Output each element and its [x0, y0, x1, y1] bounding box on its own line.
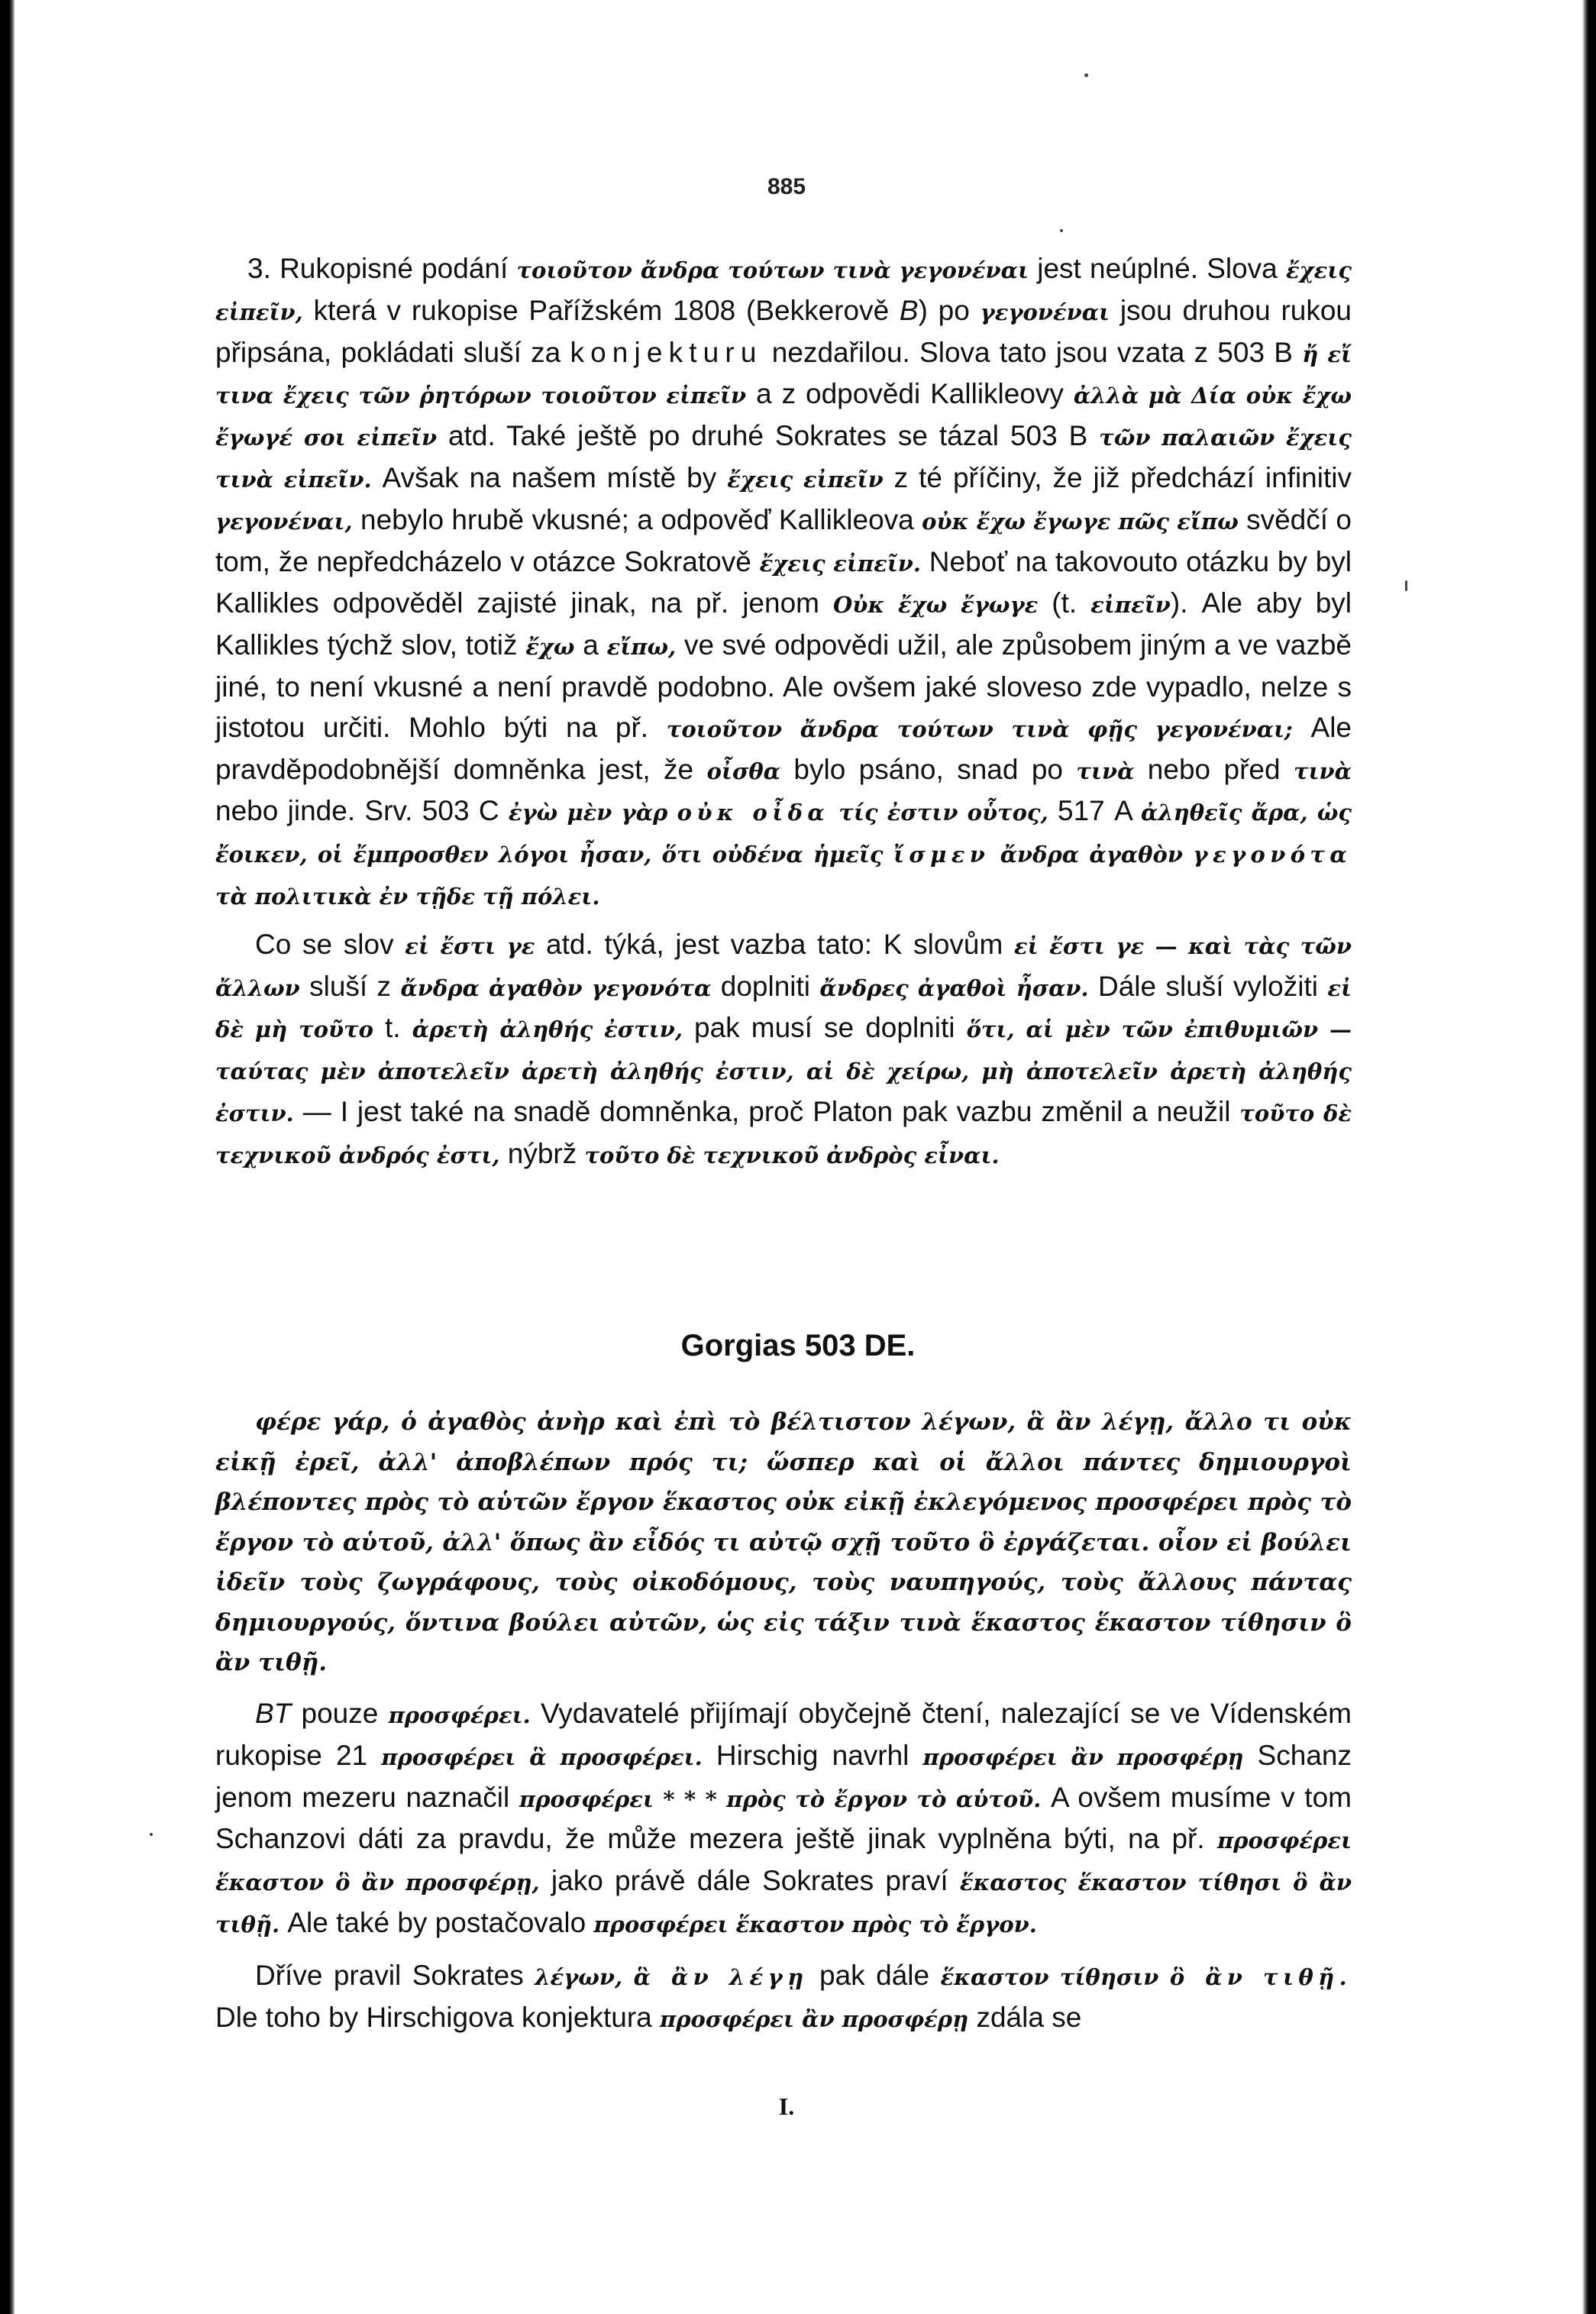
commentary-paragraph-2: Dříve pravil Sokrates λέγων, ἃ ἂν λέγῃ pak dále ἕκαστον τίθησιν ὃ ἂν τιθῇ. Dle toho by Hirschigova konjektura προσφέρει ἂν προσφέρῃ zdála se — [215, 1959, 1352, 2033]
note-3-paragraph: 3. Rukopisné podání τοιοῦτον ἄνδρα τούτων τινὰ γεγονέναι jest neúplné. Slova ἔχεις εἰπεῖν, která v rukopise Pařížském 1808 (Bekkerově B) po γεγονέναι jsou druhou rukou připsána, pokládati sluší za konjekturu nezdařilou. Slova tato jsou vzata z 503 B ἤ εἴ τινα ἔχεις τῶν ῥητόρων τοιοῦτον εἰπεῖν a z odpovědi Kallikleovy ἀλλὰ μὰ Δία οὐκ ἔχω ἔγωγέ σοι εἰπεῖν atd. Také ještě po druhé Sokrates se tázal 503 B τῶν παλαιῶν ἔχεις τινὰ εἰπεῖν. Avšak na našem místě by ἔχεις εἰπεῖν z té příčiny, že již předchází infinitiv γεγονέναι, nebylo hrubě vkusné; a odpověď Kallikleova οὐκ ἔχω ἔγωγε πῶς εἴπω svědčí o tom, že nepředcházelo v otázce Sokratově ἔχεις εἰπεῖν. Neboť na takovouto otázku by byl Kallikles odpověděl zajisté jinak, na př. jenom Οὐκ ἔχω ἔγωγε (t. εἰπεῖν). Ale aby byl Kallikles týchž slov, totiž ἔχω a εἴπω, ve své odpovědi užil, ale způsobem jiným a ve vazbě jiné, to není vkusné a není pravdě podobno. Ale ovšem jaké sloveso zde vypadlo, nelze s jistotou určiti. Mohlo býti na př. τοιοῦτον ἄνδρα τούτων τινὰ φῇς γεγονέναι; Ale pravděpodobnější domněnka jest, že οἶσθα bylo psáno, snad po τινὰ nebo před τινὰ nebo jinde. Srv. 503 C ἐγὼ μὲν γὰρ οὐκ οἶδα τίς ἐστιν οὗτος, 517 A ἀληθεῖς ἄρα, ὡς ἔοικεν, οἱ ἔμπροσθεν λόγοι ἦσαν, ὅτι οὐδένα ἡμεῖς ἴσμεν ἄνδρα ἀγαθὸν γεγονότα τὰ πολιτικὰ ἐν τῇδε τῇ πόλει. — [215, 253, 1352, 910]
scan-speck — [150, 1833, 153, 1836]
note-3-block — [215, 249, 1352, 1176]
commentary-block — [215, 1694, 1352, 2039]
scan-speck — [1405, 580, 1407, 591]
greek-quote: φέρε γάρ, ὁ ἀγαθὸς ἀνὴρ καὶ ἐπὶ τὸ βέλτιστον λέγων, ἃ ἂν λέγῃ, ἄλλο τι οὐκ εἰκῇ ἐρεῖ, ἀλλ' ἀποβλέπων πρός τι; ὥσπερ καὶ οἱ ἄλλοι πάντες δημιουργοὶ βλέποντες πρὸς τὸ αὑτῶν ἔργον ἕκαστος οὐκ εἰκῇ ἐκλεγόμενος προσφέρει πρὸς τὸ ἔργον τὸ αὑτοῦ, ἀλλ' ὅπως ἂν εἶδός τι αὐτῷ σχῇ τοῦτο ὃ ἐργάζεται. οἷον εἰ βούλει ἰδεῖν τοὺς ζωγράφους, τοὺς οἰκοδόμους, τοὺς ναυπηγούς, τοὺς ἄλλους πάντας δημιουργούς, ὅντινα βούλει αὐτῶν, ὡς εἰς τάξιν τινὰ ἕκαστος ἕκαστον τίθησιν ὃ ἂν τιθῇ. — [215, 1408, 1352, 1676]
scan-speck — [1084, 73, 1088, 77]
spaced-term: konjekturu — [570, 336, 763, 368]
note-3-paragraph-2: Co se slov εἰ ἔστι γε atd. týká, jest vazba tato: K slovům εἰ ἔστι γε — καὶ τὰς τῶν ἄλλων sluší z ἄνδρα ἀγαθὸν γεγονότα doplniti ἄνδρες ἀγαθοὶ ἦσαν. Dále sluší vyložiti εἰ δὲ μὴ τοῦτο t. ἀρετὴ ἀληθής ἐστιν, pak musí se doplniti ὅτι, αἱ μὲν τῶν ἐπιθυμιῶν — ταύτας μὲν ἀποτελεῖν ἀρετὴ ἀληθής ἐστιν, αἱ δὲ χείρω, μὴ ἀποτελεῖν ἀρετὴ ἀληθής ἐστιν. — I jest také na snadě domněnka, proč Platon pak vazbu změnil a neužil τοῦτο δὲ τεχνικοῦ ἀνδρός ἐστι, nýbrž τοῦτο δὲ τεχνικοῦ ἀνδρὸς εἶναι. — [215, 928, 1352, 1169]
commentary-paragraph: BT pouze προσφέρει. Vydavatelé přijímají obyčejně čtení, nalezající se ve Vídenském rukopise 21 προσφέρει ἃ προσφέρει. Hirschig navrhl προσφέρει ἂν προσφέρῃ Schanz jenom mezeru naznačil προσφέρει * * * πρὸς τὸ ἔργον τὸ αὑτοῦ. A ovšem musíme v tom Schanzovi dáti za pravdu, že může mezera ještě jinak vyplněna býti, na př. προσφέρει ἕκαστον ὃ ἂν προσφέρῃ, jako právě dále Sokrates praví ἕκαστος ἕκαστον τίθησι ὃ ἂν τιθῇ. Ale také by postačovalo προσφέρει ἕκαστον πρὸς τὸ ἔργον. — [215, 1698, 1352, 1938]
scan-edge-right — [1582, 0, 1596, 2314]
page-number: 885 — [767, 174, 806, 199]
scan-edge-left — [0, 0, 15, 2314]
scan-speck — [1060, 229, 1063, 232]
section-heading: Gorgias 503 DE. — [680, 1329, 916, 1362]
signature-mark: I. — [778, 2093, 795, 2120]
